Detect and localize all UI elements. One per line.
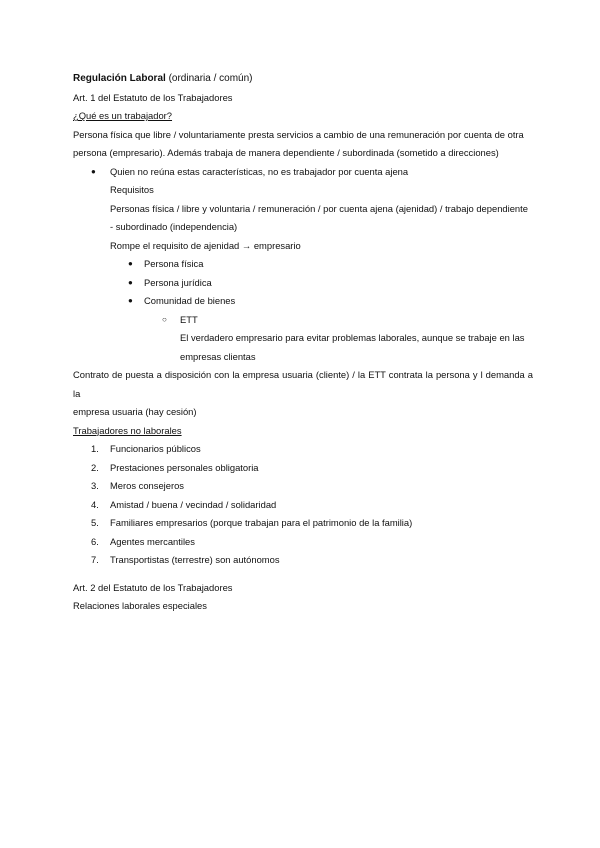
list-text: Agentes mercantiles: [110, 535, 195, 547]
document-body: [73, 70, 533, 616]
especiales-line: Relaciones laborales especiales: [73, 600, 207, 611]
sub-bullet-marker-icon: ●: [128, 277, 133, 287]
document-title: [73, 70, 533, 89]
list-item: [73, 459, 533, 478]
sub-bullet-item: [73, 292, 533, 311]
list-item: [73, 496, 533, 515]
list-item: [73, 514, 533, 533]
sub-bullet-marker-icon: ●: [128, 296, 133, 305]
list-item: [73, 551, 533, 570]
list-item: [73, 477, 533, 496]
rompe-line: Rompe el requisito de ajenidad → empresario: [110, 239, 301, 251]
no-laborales-heading: Trabajadores no laborales: [73, 424, 182, 436]
definition-line-1: Persona física que libre / voluntariamente presta servicios a cambio de una remuneración por cuenta de otra: [73, 128, 524, 140]
bullet-item: [73, 163, 533, 182]
numbered-list: [73, 440, 533, 570]
list-number: 4.: [91, 498, 99, 510]
list-number: 2.: [91, 461, 99, 473]
circle-bullet-icon: ○: [162, 314, 167, 324]
sub-bullet-marker-icon: ●: [128, 259, 133, 268]
title-rest: (ordinaria / común): [165, 73, 253, 84]
contrato-line-2: empresa usuaria (hay cesión): [73, 406, 197, 417]
question-heading: ¿Qué es un trabajador?: [73, 110, 173, 121]
list-number: 5.: [91, 517, 99, 528]
bullet-text: Quien no reúna estas características, no es trabajador por cuenta ajena: [110, 165, 409, 177]
spacer: [73, 570, 533, 579]
bullet-marker-icon: ●: [91, 166, 96, 176]
title-bold: Regulación Laboral: [73, 73, 166, 84]
sub-bullet-text: Persona jurídica: [144, 276, 212, 288]
definition-line-2: persona (empresario). Además trabaja de manera dependiente / subordinada (sometido a direcciones): [73, 147, 499, 158]
ett-label: ETT: [180, 313, 198, 325]
sub-bullet-text: Persona física: [144, 258, 204, 269]
sub-bullet-text: Comunidad de bienes: [144, 295, 236, 306]
list-number: 7.: [91, 554, 99, 565]
list-text: Meros consejeros: [110, 480, 184, 491]
requisitos-line-1: Personas física / libre y voluntaria / remuneración / por cuenta ajena (ajenidad) / trabajo dependiente: [110, 202, 528, 214]
list-text: Funcionarios públicos: [110, 443, 201, 454]
ett-description-line-1: El verdadero empresario para evitar problemas laborales, aunque se trabaje en las: [180, 332, 525, 343]
list-text: Transportistas (terrestre) son autónomos: [110, 554, 280, 565]
list-text: Familiares empresarios (porque trabajan para el patrimonio de la familia): [110, 517, 413, 528]
list-number: 6.: [91, 535, 99, 547]
sub-bullet-item: [73, 274, 533, 293]
sub-bullet-item: [73, 255, 533, 274]
list-text: Amistad / buena / vecindad / solidaridad: [110, 498, 277, 510]
list-item: [73, 440, 533, 459]
art2-heading: Art. 2 del Estatuto de los Trabajadores: [73, 581, 233, 593]
list-text: Prestaciones personales obligatoria: [110, 461, 259, 473]
requisitos-label: Requisitos: [110, 184, 154, 195]
list-item: [73, 533, 533, 552]
list-number: 3.: [91, 480, 99, 491]
ett-description-line-2: empresas clientas: [180, 350, 256, 362]
art1-heading: Art. 1 del Estatuto de los Trabajadores: [73, 91, 233, 103]
requisitos-line-2: - subordinado (independencia): [110, 221, 238, 232]
ett-bullet-item: [73, 311, 533, 330]
list-number: 1.: [91, 443, 99, 454]
contrato-line-1: Contrato de puesta a disposición con la empresa usuaria (cliente) / la ETT contrata la persona y l demanda a la: [73, 369, 533, 399]
